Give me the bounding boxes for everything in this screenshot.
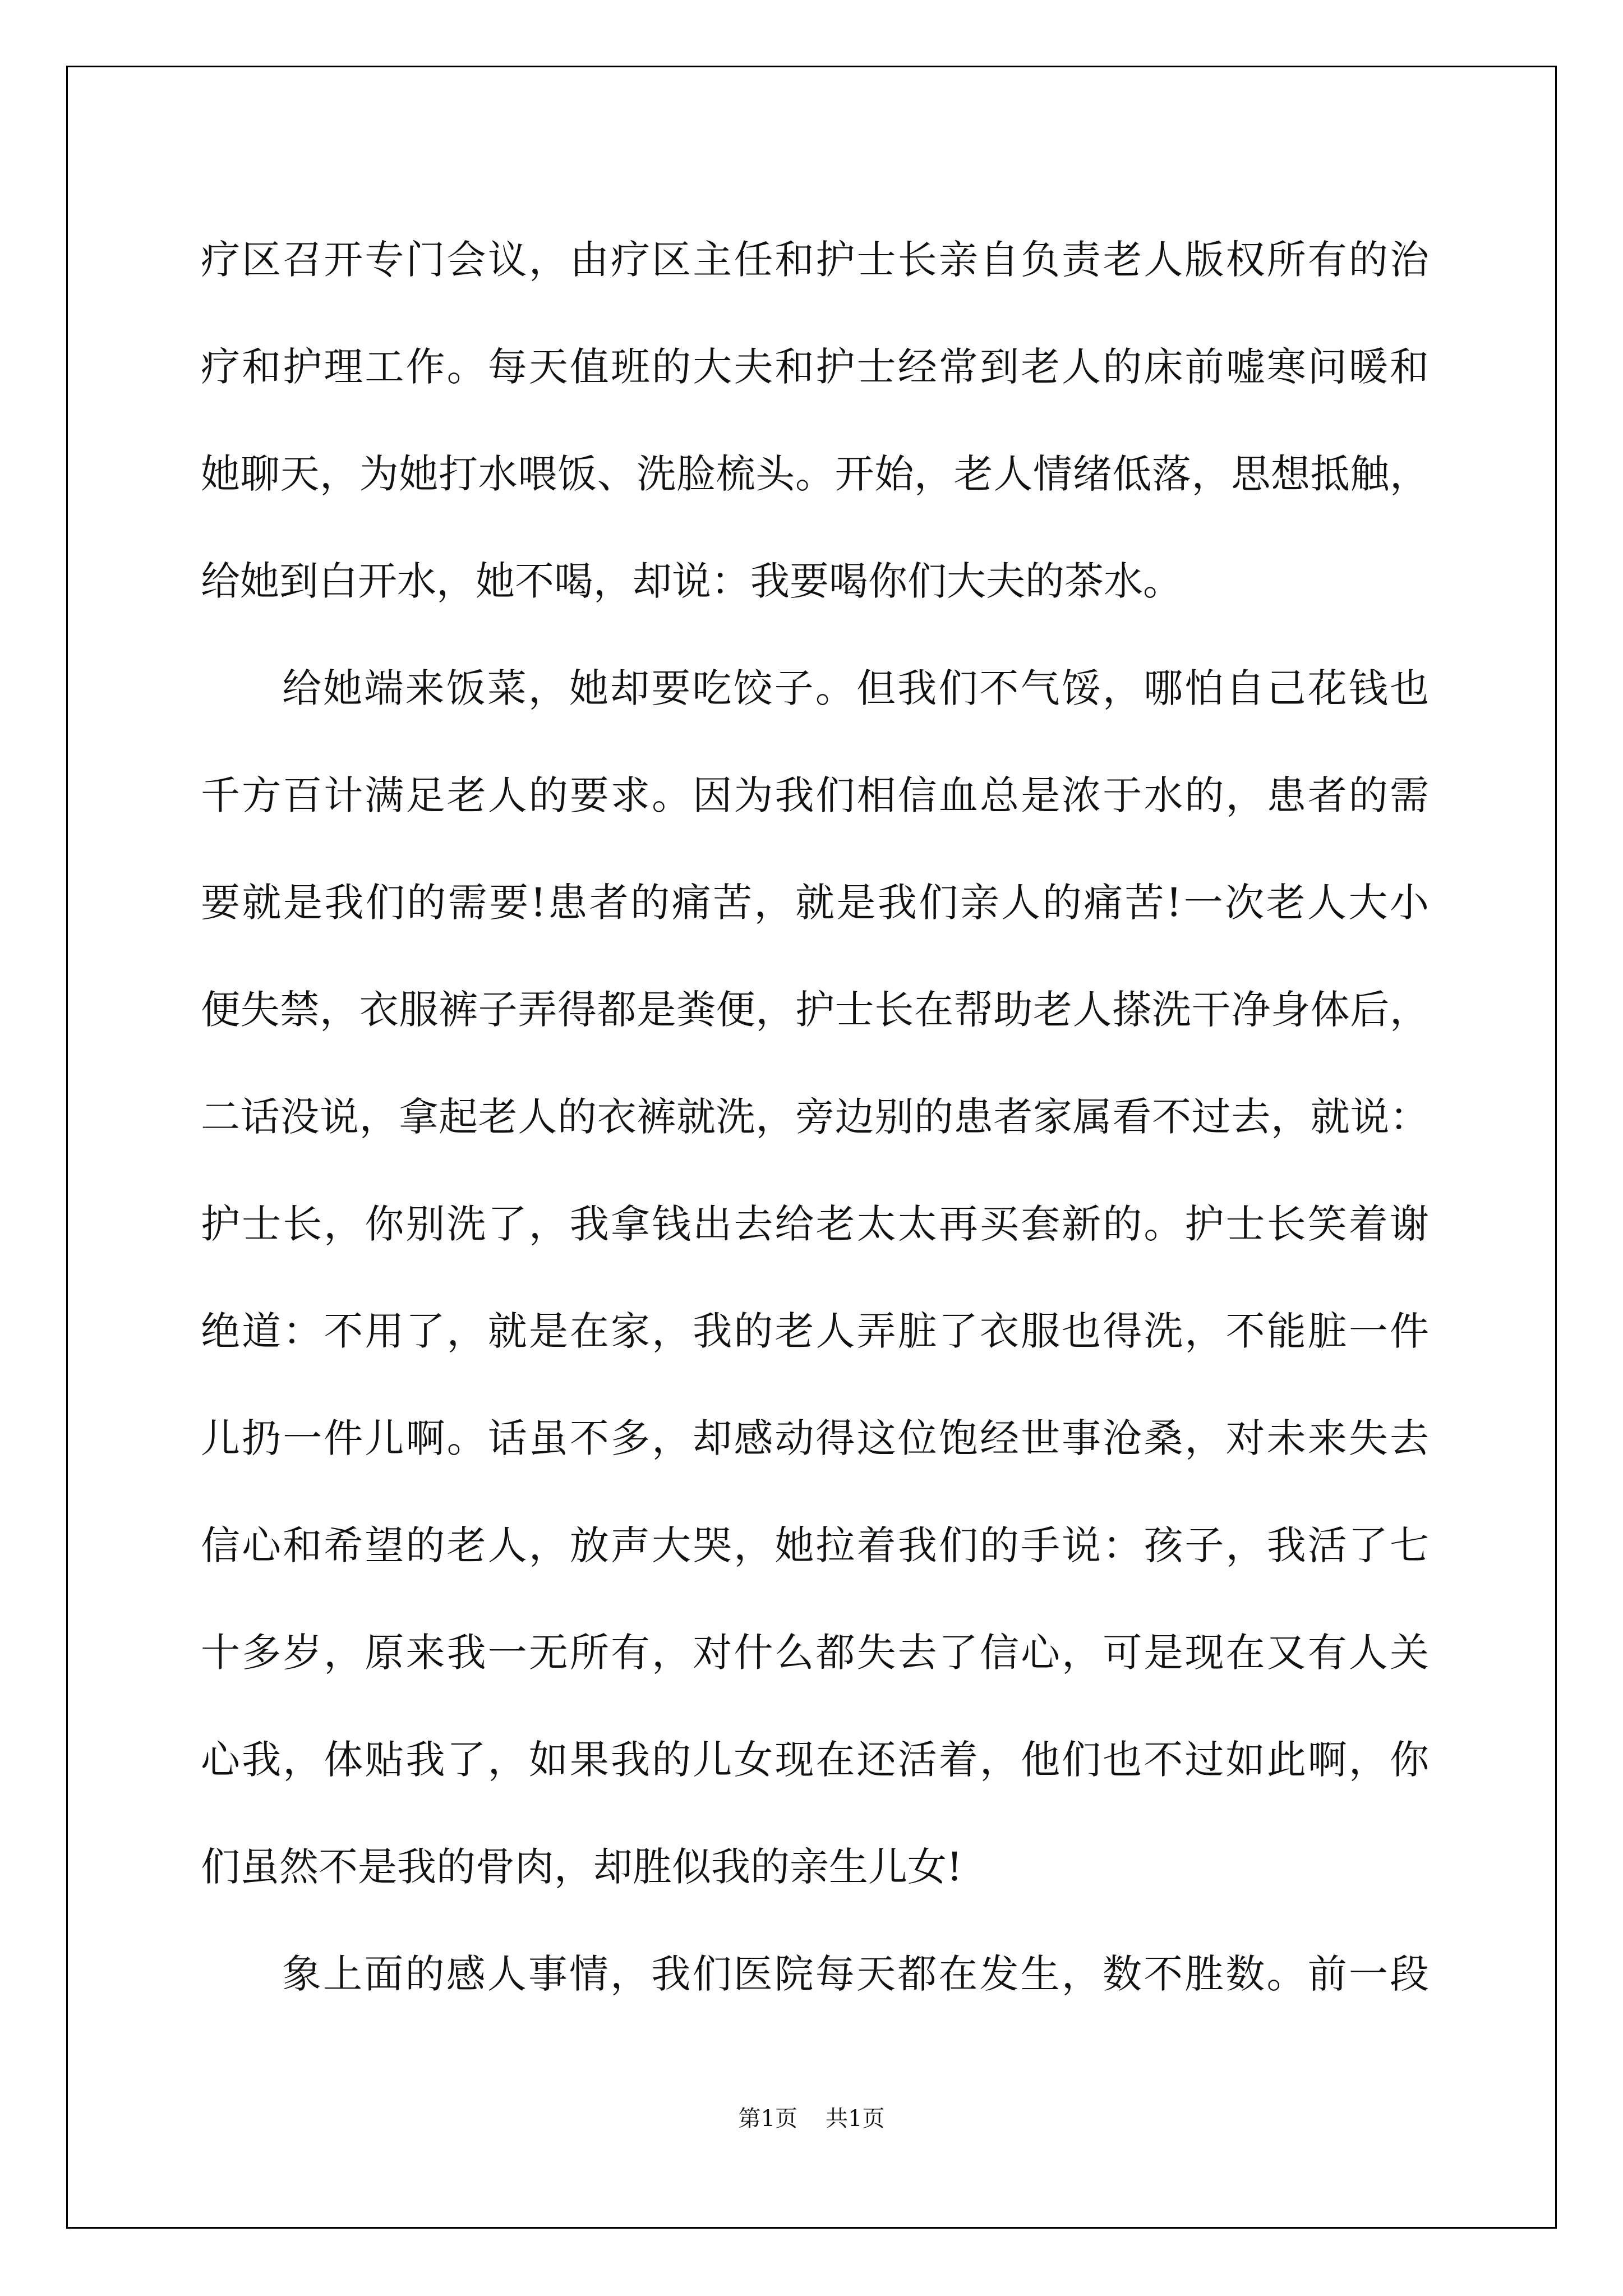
text-line: 疗和护理工作。每天值班的大夫和护士经常到老人的床前嘘寒问暖和 <box>201 344 1429 390</box>
text-line: 她聊天，为她打水喂饭、洗脸梳头。开始，老人情绪低落，思想抵触， <box>201 451 1429 497</box>
text-line: 要就是我们的需要!患者的痛苦，就是我们亲人的痛苦!一次老人大小 <box>201 880 1429 926</box>
text-line: 儿扔一件儿啊。话虽不多，却感动得这位饱经世事沧桑，对未来失去 <box>201 1415 1429 1461</box>
text-line: 便失禁，衣服裤子弄得都是粪便，护士长在帮助老人搽洗干净身体后， <box>201 987 1429 1033</box>
text-line: 信心和希望的老人，放声大哭，她拉着我们的手说：孩子，我活了七 <box>201 1522 1429 1568</box>
text-line: 十多岁，原来我一无所有，对什么都失去了信心，可是现在又有人关 <box>201 1630 1429 1676</box>
text-line: 心我，体贴我了，如果我的儿女现在还活着，他们也不过如此啊，你 <box>201 1737 1429 1783</box>
page-footer <box>0 2101 1623 2133</box>
text-line: 象上面的感人事情，我们医院每天都在发生，数不胜数。前一段 <box>282 1951 1429 1997</box>
text-line: 给她到白开水，她不喝，却说：我要喝你们大夫的茶水。 <box>201 558 1182 604</box>
text-line: 们虽然不是我的骨肉，却胜似我的亲生儿女! <box>201 1844 963 1890</box>
text-line: 疗区召开专门会议，由疗区主任和护士长亲自负责老人版权所有的治 <box>201 237 1429 283</box>
text-line: 二话没说，拿起老人的衣裤就洗，旁边别的患者家属看不过去，就说： <box>201 1094 1429 1140</box>
page-number: 第1页 <box>738 2106 797 2132</box>
page-total: 共1页 <box>826 2106 885 2132</box>
document-body <box>201 206 1429 2028</box>
text-line: 护士长，你别洗了，我拿钱出去给老太太再买套新的。护士长笑着谢 <box>201 1201 1429 1247</box>
text-line: 绝道：不用了，就是在家，我的老人弄脏了衣服也得洗，不能脏一件 <box>201 1308 1429 1354</box>
text-line: 千方百计满足老人的要求。因为我们相信血总是浓于水的，患者的需 <box>201 772 1429 818</box>
text-line: 给她端来饭菜，她却要吃饺子。但我们不气馁，哪怕自己花钱也 <box>282 665 1429 711</box>
